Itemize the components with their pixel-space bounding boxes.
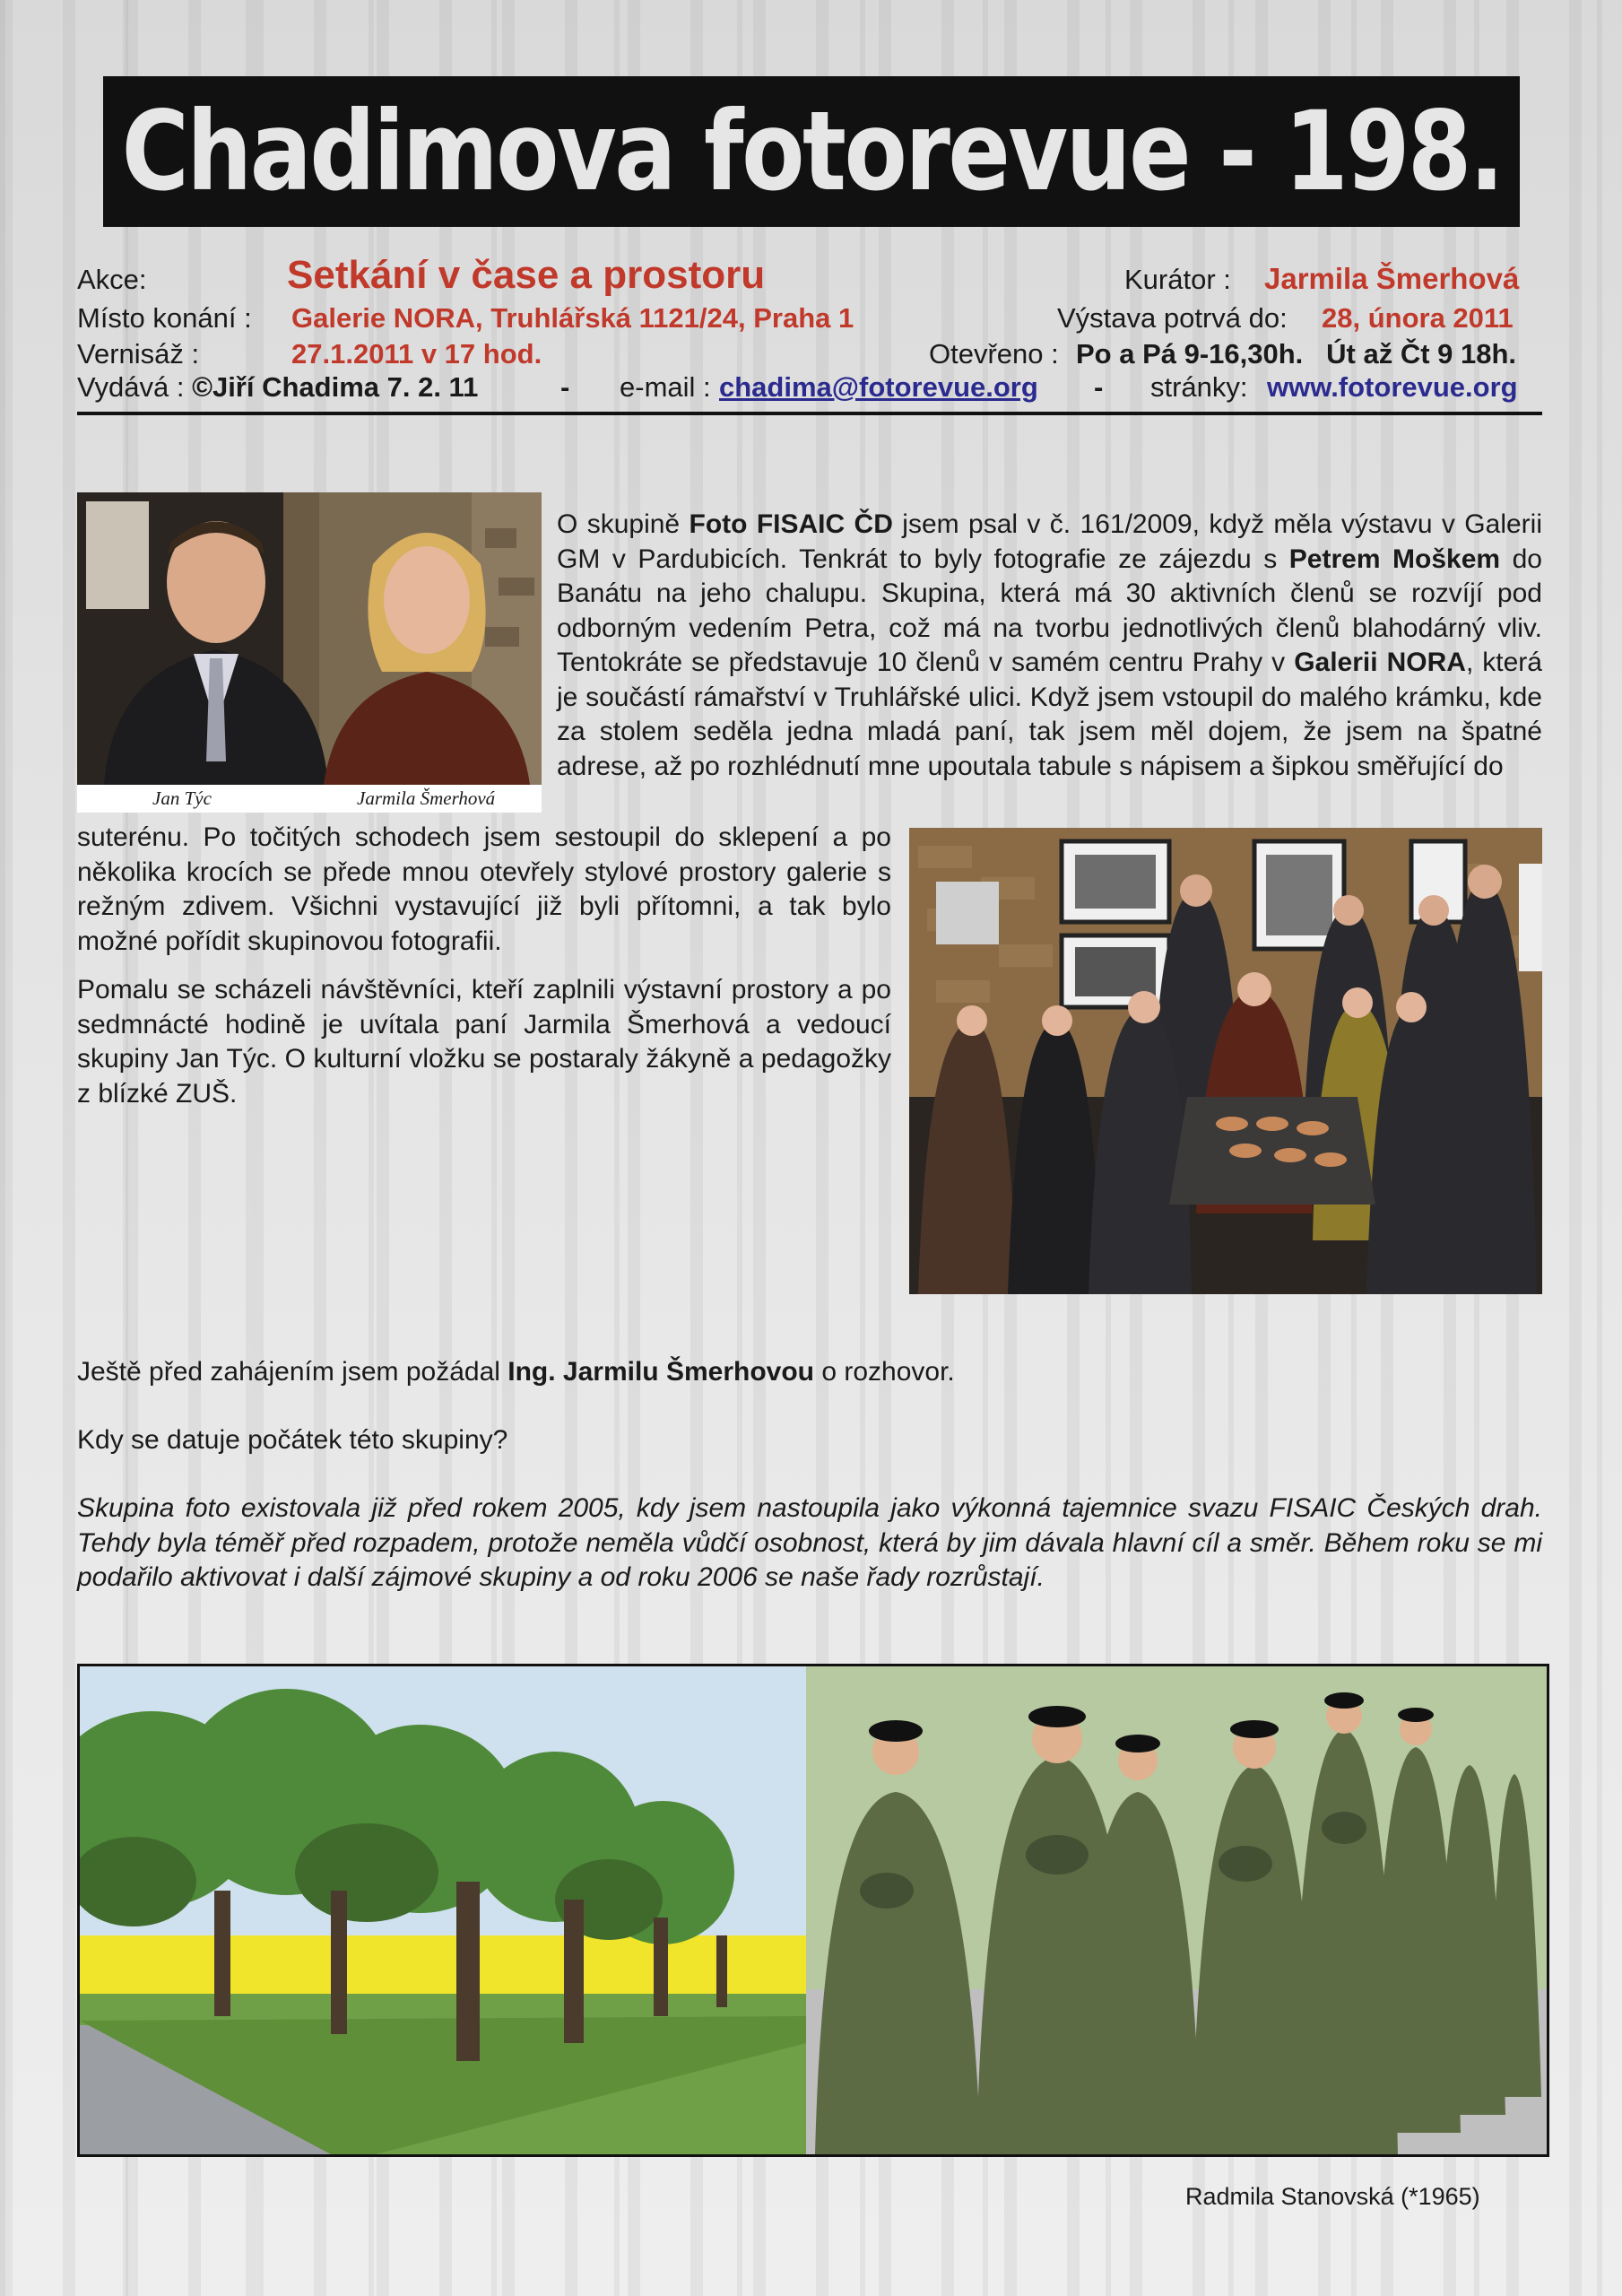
- caption-jan-tyc: Jan Týc: [152, 787, 212, 809]
- interview-question: Kdy se datuje počátek této skupiny?: [77, 1425, 508, 1455]
- vystava-label: Výstava potrvá do:: [1057, 302, 1288, 334]
- bottom-photo-frame: [77, 1664, 1549, 2157]
- vernisaz-label: Vernisáž :: [77, 338, 200, 370]
- email-link[interactable]: chadima@fotorevue.org: [719, 371, 1038, 403]
- soldiers-march-photo: [806, 1666, 1547, 2154]
- caption-jarmila-smerhova: Jarmila Šmerhová: [357, 787, 496, 809]
- group-photo: [909, 828, 1542, 1294]
- kurator-label: Kurátor :: [1124, 264, 1231, 295]
- misto-label: Místo konání :: [77, 302, 252, 334]
- interview-answer: Skupina foto existovala již před rokem 2005, kdy jsem nastoupila jako výkonná tajemnice svazu FISAIC Českých drah. Tehdy byla téměř před rozpadem, protože neměla vůdčí osobnost, která by jim dávala hlavní cíl a směr. Během roku se mi podařilo aktivovat i další zájmové skupiny a od roku 2006 se naše řady rozrůstají.: [77, 1493, 1542, 1592]
- website-link[interactable]: www.fotorevue.org: [1267, 371, 1518, 403]
- welcome-paragraph: Pomalu se scházeli návštěvníci, kteří zaplnili výstavní prostory a po sedmnácté hodině je uvítala paní Jarmila Šmerhová a vedoucí skupiny Jan Týc. O kulturní vložku se postaraly žákyně a pedagožky z blízké ZUŠ.: [77, 975, 891, 1109]
- separator: -: [1094, 371, 1104, 403]
- interview-intro: Ještě před zahájením jsem požádal Ing. Jarmilu Šmerhovou o rozhovor.: [77, 1357, 955, 1387]
- otevreno-value: Po a Pá 9-16,30h. Út až Čt 9 18h.: [1076, 338, 1517, 370]
- email-label: e-mail :: [620, 371, 711, 403]
- vernisaz-value: 27.1.2011 v 17 hod.: [291, 338, 542, 370]
- intro-paragraph: O skupině Foto FISAIC ČD jsem psal v č. 161/2009, když měla výstavu v Galerii GM v Pardubicích. Tenkrát to byly fotografie ze zájezdu s Petrem Moškem do Banátu na jeho chalupu. Skupina, která má 30 aktivních členů se rozvíjí pod odborným vedením Petra, což má na tvorbu jednotlivých členů blahodárný vliv. Tentokráte se představuje 10 členů v samém centru Prahy v Galerii NORA, která je součástí rámařství v Truhlářské ulici. Když jsem vstoupil do malého krámku, kde za stolem seděla jedna mladá paní, tak jsem měl dojem, že jsem na špatné adrese, až po rozhlédnutí mne upoutala tabule s nápisem a šipkou směřující do: [557, 509, 1542, 781]
- vystava-value: 28, února 2011: [1322, 302, 1514, 334]
- photo-credit: Radmila Stanovská (*1965): [1185, 2183, 1480, 2210]
- akce-value: Setkání v čase a prostoru: [287, 253, 766, 297]
- vydava-label: Vydává :: [77, 371, 185, 403]
- misto-value: Galerie NORA, Truhlářská 1121/24, Praha 1: [291, 302, 854, 334]
- title-banner: [103, 76, 1520, 227]
- vydava-value: ©Jiří Chadima 7. 2. 11: [192, 371, 479, 403]
- stranky-label: stránky:: [1150, 371, 1248, 403]
- separator: -: [560, 371, 570, 403]
- tree-alley-photo: [80, 1666, 806, 2154]
- portrait-photo: [77, 492, 542, 785]
- portrait-photo-frame: [77, 492, 542, 813]
- otevreno-label: Otevřeno :: [929, 338, 1059, 370]
- kurator-value: Jarmila Šmerhová: [1264, 262, 1520, 295]
- akce-label: Akce:: [77, 264, 147, 295]
- intro-paragraph-continued: suterénu. Po točitých schodech jsem sestoupil do sklepení a po několika krocích se přede mnou otevřely stylové prostory galerie s režným zdivem. Všichni vystavující již byli přítomni, a tak bylo možné pořídit skupinovou fotografii.: [77, 822, 891, 956]
- page-title: Chadimova fotorevue - 198.: [121, 88, 1502, 215]
- header-divider: [77, 412, 1542, 415]
